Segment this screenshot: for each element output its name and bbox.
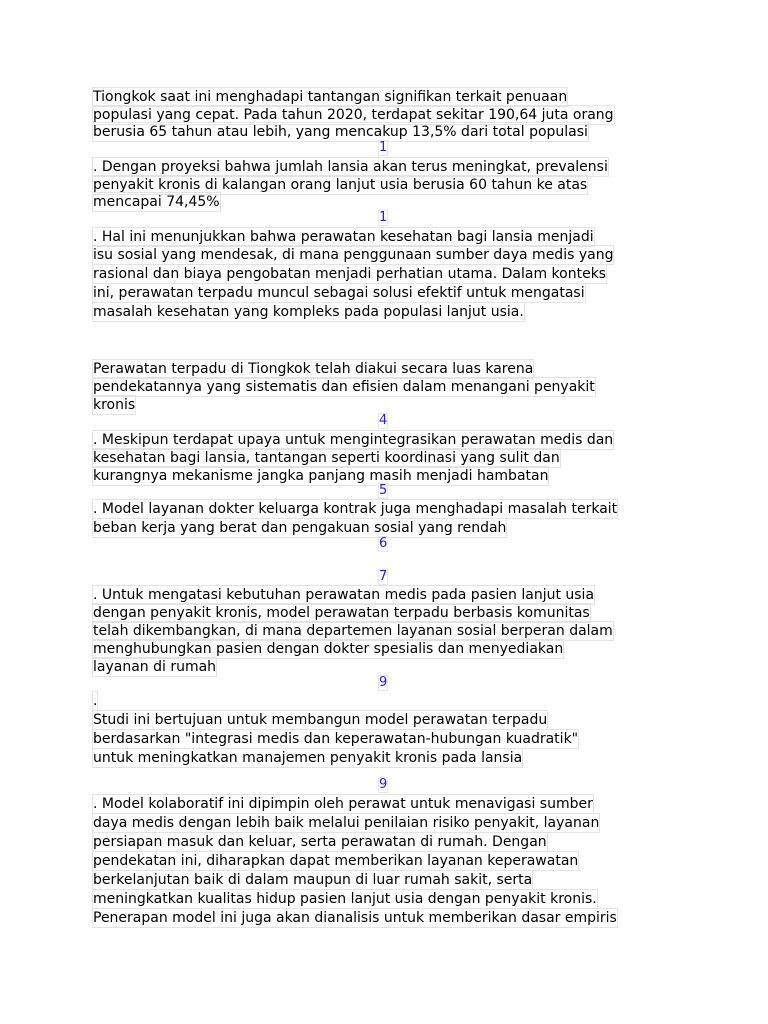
reference-link[interactable]: 1 <box>379 210 388 225</box>
text-line: populasi yang cepat. Pada tahun 2020, terdapat sekitar 190,64 juta orang <box>93 107 614 123</box>
text-line: penyakit kronis di kalangan orang lanjut usia berusia 60 tahun ke atas <box>93 177 588 193</box>
text-line: berdasarkan "integrasi medis dan keperawatan-hubungan kuadratik" <box>93 731 579 747</box>
text-line: berkelanjutan baik di dalam maupun di luar rumah sakit, serta <box>93 872 533 888</box>
text-line: layanan di rumah <box>93 659 217 675</box>
text-line: kurangnya mekanisme jangka panjang masih menjadi hambatan <box>93 468 549 484</box>
reference-link[interactable]: 9 <box>379 777 388 792</box>
text-line: kesehatan bagi lansia, tantangan seperti koordinasi yang sulit dan <box>93 450 560 466</box>
reference-link[interactable]: 5 <box>379 483 388 498</box>
text-line: meningkatkan kualitas hidup pasien lanjut usia dengan penyakit kronis. <box>93 891 597 907</box>
text-line: masalah kesehatan yang kompleks pada populasi lanjut usia. <box>93 304 524 320</box>
text-line: berusia 65 tahun atau lebih, yang mencakup 13,5% dari total populasi <box>93 124 588 140</box>
text-line: . Model kolaboratif ini dipimpin oleh perawat untuk menavigasi sumber <box>93 796 593 812</box>
text-line: telah dikembangkan, di mana departemen layanan sosial berperan dalam <box>93 623 613 639</box>
text-line: kronis <box>93 397 136 413</box>
text-line: pendekatan ini, diharapkan dapat memberikan layanan keperawatan <box>93 853 579 869</box>
text-line: Studi ini bertujuan untuk membangun model perawatan terpadu <box>93 712 548 728</box>
text-line: Perawatan terpadu di Tiongkok telah diakui secara luas karena <box>93 361 534 377</box>
text-line: ini, perawatan terpadu muncul sebagai solusi efektif untuk mengatasi <box>93 285 585 301</box>
text-line: . Dengan proyeksi bahwa jumlah lansia akan terus meningkat, prevalensi <box>93 159 608 175</box>
text-line: dengan penyakit kronis, model perawatan terpadu berbasis komunitas <box>93 605 590 621</box>
reference-link[interactable]: 4 <box>379 413 388 428</box>
text-line: . Untuk mengatasi kebutuhan perawatan medis pada pasien lanjut usia <box>93 587 595 603</box>
text-line: persiapan masuk dan keluar, serta perawatan di rumah. Dengan <box>93 834 547 850</box>
reference-link[interactable]: 1 <box>379 140 388 155</box>
text-line: . <box>93 693 98 709</box>
text-line: pendekatannya yang sistematis dan efisien dalam menangani penyakit <box>93 379 595 395</box>
text-line: rasional dan biaya pengobatan menjadi perhatian utama. Dalam konteks <box>93 266 607 282</box>
text-line: isu sosial yang mendesak, di mana penggunaan sumber daya medis yang <box>93 247 614 263</box>
text-line: . Hal ini menunjukkan bahwa perawatan kesehatan bagi lansia menjadi <box>93 229 594 245</box>
text-line: Tiongkok saat ini menghadapi tantangan signifikan terkait penuaan <box>93 89 568 105</box>
text-line: untuk meningkatkan manajemen penyakit kronis pada lansia <box>93 750 523 766</box>
reference-link[interactable]: 6 <box>379 536 388 551</box>
reference-link[interactable]: 9 <box>379 675 388 690</box>
text-line: . Model layanan dokter keluarga kontrak juga menghadapi masalah terkait <box>93 501 618 517</box>
text-line: daya medis dengan lebih baik melalui penilaian risiko penyakit, layanan <box>93 815 600 831</box>
text-line: Penerapan model ini juga akan dianalisis untuk memberikan dasar empiris <box>93 910 617 926</box>
text-line: menghubungkan pasien dengan dokter spesialis dan menyediakan <box>93 641 564 657</box>
reference-link[interactable]: 7 <box>379 569 388 584</box>
text-line: beban kerja yang berat dan pengakuan sosial yang rendah <box>93 520 507 536</box>
text-line: . Meskipun terdapat upaya untuk mengintegrasikan perawatan medis dan <box>93 432 614 448</box>
text-line: mencapai 74,45% <box>93 194 220 210</box>
